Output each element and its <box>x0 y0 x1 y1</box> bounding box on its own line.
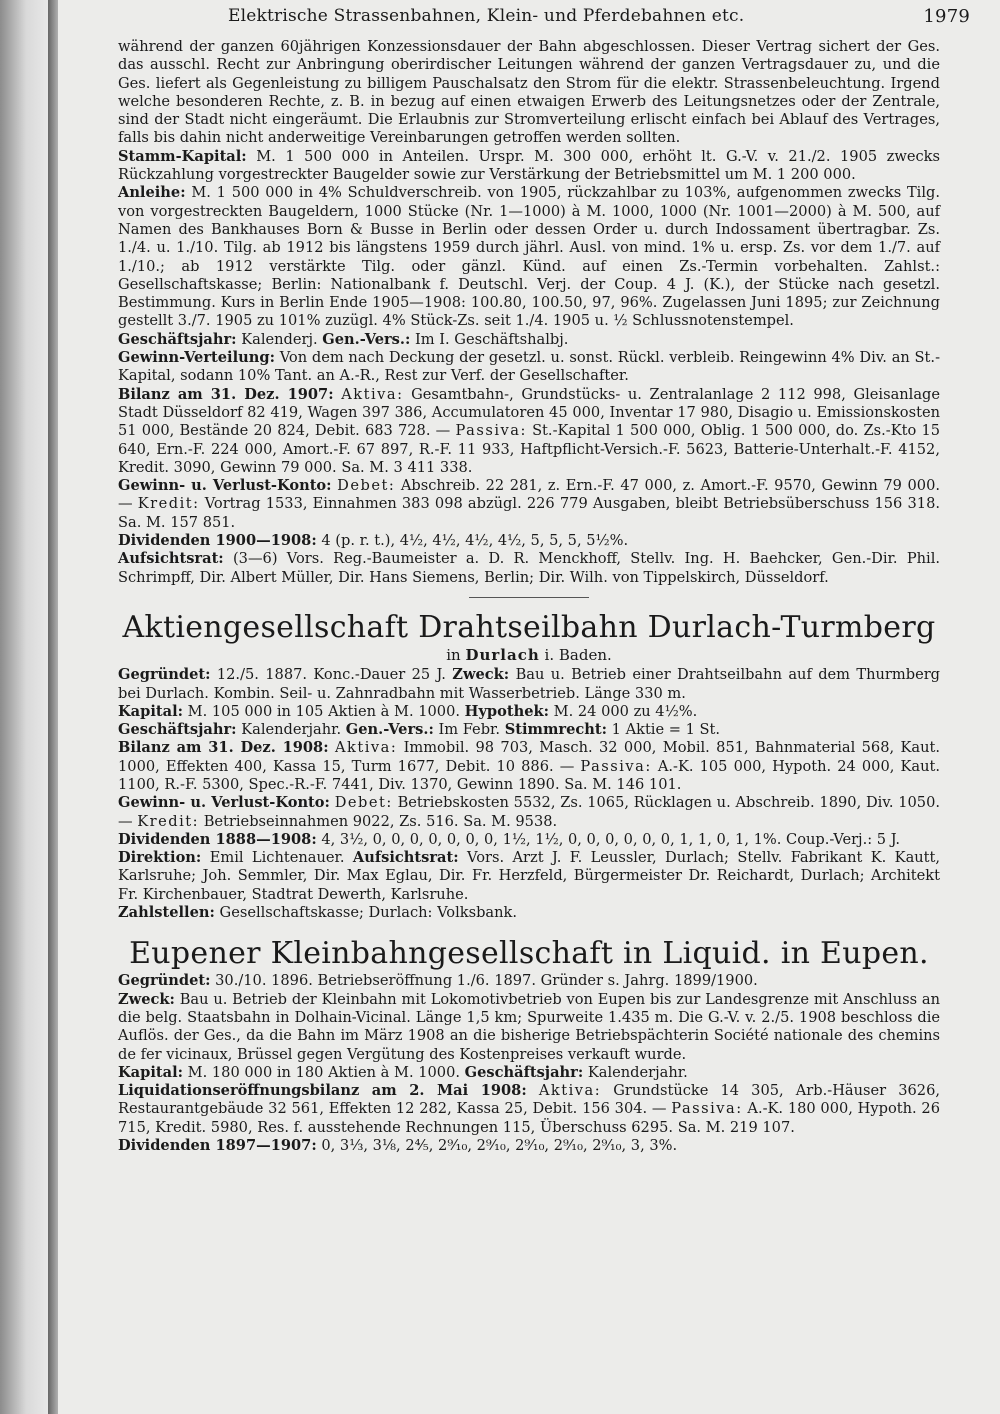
geschaeftsjahr-entry: Geschäftsjahr: Kalenderjahr. Gen.-Vers.: Im Febr. Stimmrecht: 1 Aktie = 1 St. <box>118 721 721 739</box>
page-number: 1979 <box>923 6 970 27</box>
geschaeftsjahr-entry: Geschäftsjahr: Kalenderj. Gen.-Vers.: Im I. Geschäftshalbj. <box>118 330 569 348</box>
dividenden-entry: Dividenden 1900—1908: 4 (p. r. t.), 4½, 4½, 4½, 4½, 5, 5, 5, 5½%. <box>118 532 629 550</box>
dividenden-entry: Dividenden 1897—1907: 0, 3⅓, 3⅛, 2⅘, 2⁹⁄₁₀, 2⁹⁄₁₀, 2⁹⁄₁₀, 2⁹⁄₁₀, 2⁹⁄₁₀, 3, 3%. <box>118 1137 678 1155</box>
company-title-durlach: Aktiengesellschaft Drahtseilbahn Durlach-Turmberg <box>122 609 936 645</box>
dividenden-entry: Dividenden 1888—1908: 4, 3½, 0, 0, 0, 0, 0, 0, 0, 1½, 1½, 0, 0, 0, 0, 0, 0, 1, 1, 0, 1, 1%. Coup.-Verj.: 5 J. <box>118 830 901 848</box>
anleihe-entry: Anleihe: M. 1 500 000 in 4% Schuldverschreib. von 1905, rückzahlbar zu 103%, aufgenommen zwecks Tilg. von vorgestreckten Baugeldern, 1000 Stücke (Nr. 1—1000) à M. 1000, 1000 (Nr. 1001—2000) à M. 500, auf Namen des Bankhauses Born & Busse in Berlin oder dessen Order u. durch Indossament übertragbar. Zs. 1./4. u. 1./10. Tilg. ab 1912 bis längstens 1959 durch jährl. Ausl. von mind. 1% u. ersp. Zs. vor dem 1./7. auf 1./10.; ab 1912 verstärkte Tilg. oder gänzl. Künd. auf einen Zs.-Termin vorbehalten. Zahlst.: Gesellschaftskasse; Berlin: Nationalbank f. Deutschl. Verj. der Coup. 4 J. (K.), der Stücke nach gesetzl. Bestimmung. Kurs in Berlin Ende 1905—1908: 100.80, 100.50, 97, 96%. Zugelassen Juni 1895; zur Zeichnung gestellt 3./7. 1905 zu 101% zuzügl. 4% Stück-Zs. seit 1./4. 1905 u. ½ Schlussnotenstempel. <box>118 184 940 330</box>
zahlstellen-entry: Zahlstellen: Gesellschaftskasse; Durlach: Volksbank. <box>118 904 517 922</box>
gewinn-verteilung-entry: Gewinn-Verteilung: Von dem nach Deckung der gesetzl. u. sonst. Rückl. verbleib. Reingewinn 4% Div. an St.-Kapital, sodann 10% Tant. an A.-R., Rest zur Verf. der Gesellschafter. <box>118 349 940 385</box>
bilanz-entry: Bilanz am 31. Dez. 1907: Aktiva: Gesamtbahn-, Grundstücks- u. Zentralanlage 2 112 998, Gleisanlage Stadt Düsseldorf 82 419, Wagen 397 386, Accumulatoren 45 000, Inventar 17 980, Disagio u. Emissionskosten 51 000, Bestände 20 824, Debit. 683 728. — Passiva: St.-Kapital 1 500 000, Oblig. 1 500 000, do. Zs.-Kto 15 640, Ern.-F. 224 000, Amort.-F. 67 897, R.-F. 11 933, Haftpflicht-Versich.-F. 5623, Batterie-Unterhalt.-F. 4152, Kredit. 3090, Gewinn 79 000. Sa. M. 3 411 338. <box>118 385 941 476</box>
gegruendet-entry: Gegründet: 12./5. 1887. Konc.-Dauer 25 J. Zweck: Bau u. Betrieb einer Drahtseilbahn auf dem Thurmberg bei Durlach. Kombin. Seil- u. Zahnradbahn mit Wasserbetrieb. Länge 330 m. <box>118 666 941 702</box>
gewinn-verlust-entry: Gewinn- u. Verlust-Konto: Debet: Abschreib. 22 281, z. Ern.-F. 47 000, z. Amort.-F. 9570, Gewinn 79 000. — Kredit: Vortrag 1533, Einnahmen 383 098 abzügl. 226 779 Ausgaben, bleibt Betriebsüberschuss 156 318. Sa. M. 157 851. <box>118 477 940 531</box>
company-title-eupen: Eupener Kleinbahngesellschaft in Liquid. in Eupen. <box>129 936 929 972</box>
direktion-entry: Direktion: Emil Lichtenauer. Aufsichtsrat: Vors. Arzt J. F. Leussler, Durlach; Stellv. Fabrikant K. Kautt, Karlsruhe; Joh. Semmler, Dir. Max Eglau, Dir. Fr. Herzfeld, Bürgermeister Dr. Reichardt, Durlach; Architekt Fr. Kirchenbauer, Stadtrat Dewerth, Karlsruhe. <box>118 849 941 903</box>
kapital-entry: Kapital: M. 180 000 in 180 Aktien à M. 1000. Geschäftsjahr: Kalenderjahr. <box>118 1063 688 1081</box>
book-fold-shadow <box>48 0 58 1414</box>
bilanz-entry: Bilanz am 31. Dez. 1908: Aktiva: Immobil. 98 703, Masch. 32 000, Mobil. 851, Bahnmaterial 568, Kaut. 1000, Effekten 400, Kassa 15, Turm 1677, Debit. 10 886. — Passiva: A.-K. 105 000, Hypoth. 24 000, Kaut. 1100, R.-F. 5300, Spec.-R.-F. 7441, Div. 1370, Gewinn 1890. Sa. M. 146 101. <box>118 739 941 793</box>
stamm-kapital-entry: Stamm-Kapital: M. 1 500 000 in Anteilen. Urspr. M. 300 000, erhöht lt. G.-V. v. 21./2. 1905 zwecks Rückzahlung vorgestreckter Baugelder sowie zur Verstärkung der Betriebsmittel um M. 1 200 000. <box>118 147 941 184</box>
liquidationsbilanz-entry: Liquidationseröffnungsbilanz am 2. Mai 1908: Aktiva: Grundstücke 14 305, Arb.-Häuser 3626, Restaurantgebäude 32 561, Effekten 12 282, Kassa 25, Debit. 156 304. — Passiva: A.-K. 180 000, Hypoth. 26 715, Kredit. 5980, Res. f. ausstehende Rechnungen 115, Überschuss 6295. Sa. M. 219 107. <box>118 1082 941 1136</box>
gegruendet-entry: Gegründet: 30./10. 1896. Betriebseröffnung 1./6. 1897. Gründer s. Jahrg. 1899/1900. <box>118 972 758 990</box>
section-divider <box>469 597 589 598</box>
kapital-entry: Kapital: M. 105 000 in 105 Aktien à M. 1000. Hypothek: M. 24 000 zu 4½%. <box>118 702 698 720</box>
zweck-entry: Zweck: Bau u. Betrieb der Kleinbahn mit Lokomotivbetrieb von Eupen bis zur Landesgrenze mit Anschluss an die belg. Staatsbahn in Dolhain-Vicinal. Länge 1,5 km; Spurweite 1.435 m. Die G.-V. v. 2./5. 1908 beschloss die Auflös. der Ges., da die Bahn im März 1908 an die bisherige Betriebspächterin Société nationale des chemins de fer vicinaux, Brüssel gegen Vergütung des Kostenpreises verkauft wurde. <box>118 990 940 1063</box>
aufsichtsrat-entry: Aufsichtsrat: (3—6) Vors. Reg.-Baumeister a. D. R. Menckhoff, Stellv. Ing. H. Baehcker, Gen.-Dir. Phil. Schrimpff, Dir. Albert Müller, Dir. Hans Siemens, Berlin; Dir. Wilh. von Tippelskirch, Düsseldorf. <box>118 550 941 586</box>
section-spacer <box>118 922 940 936</box>
running-title: Elektrische Strassenbahnen, Klein- und Pferdebahnen etc. <box>228 6 745 26</box>
book-page <box>58 0 1000 1414</box>
running-header <box>228 6 970 27</box>
page-content <box>118 38 940 1155</box>
gewinn-verlust-entry: Gewinn- u. Verlust-Konto: Debet: Betriebskosten 5532, Zs. 1065, Rücklagen u. Abschreib. 1890, Div. 1050. — Kredit: Betriebseinnahmen 9022, Zs. 516. Sa. M. 9538. <box>118 794 941 830</box>
continuation-paragraph: während der ganzen 60jährigen Konzessionsdauer der Bahn abgeschlossen. Dieser Vertrag sichert der Ges. das ausschl. Recht zur Anbringung oberirdischer Leitungen während der ganzen Vertragsdauer zu, und die Ges. liefert als Gegenleistung zu billigem Pauschalsatz den Strom für die elektr. Strassenbeleuchtung. Irgend welche besonderen Rechte, z. B. in bezug auf einen etwaigen Erwerb des Leitungsnetzes oder der Zentrale, sind der Stadt nicht eingeräumt. Die Erlaubnis zur Stromverteilung erlischt einfach bei Ablauf des Vertrages, falls bis dahin nicht anderweitige Vereinbarungen getroffen werden sollten. <box>118 38 940 147</box>
company-subtitle: in Durlach i. Baden. <box>446 645 612 664</box>
